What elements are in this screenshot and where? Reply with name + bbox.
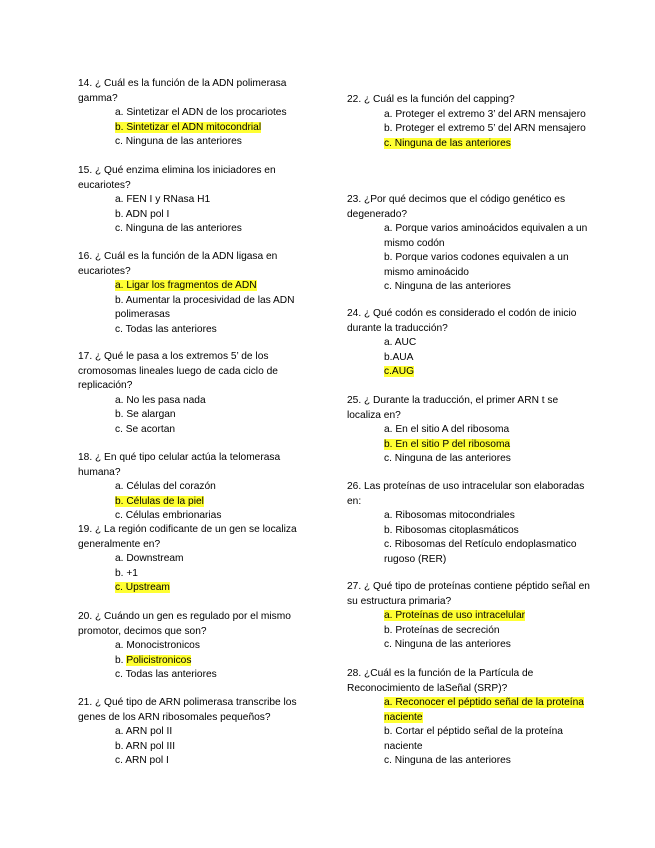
option-b: b. Cortar el péptido señal de la proteína naciente	[384, 726, 563, 752]
option-b: b. Porque varios codones equivalen a un mismo aminoácido	[384, 252, 569, 278]
question-17	[78, 350, 318, 437]
option-c: c. Ribosomas del Retículo endoplasmatico rugoso (RER)	[384, 539, 577, 565]
option-a: a. Proteínas de uso intracelular	[384, 610, 526, 621]
question-26	[347, 480, 592, 567]
question-16	[78, 250, 318, 337]
option-b: b. Ribosomas citoplasmáticos	[384, 524, 519, 536]
option-list	[384, 509, 592, 567]
option-a: a. Sintetizar el ADN de los procariotes	[115, 107, 287, 118]
question-text: 15. ¿ Qué enzima elimina los iniciadores en eucariotes?	[78, 165, 276, 191]
question-22	[347, 93, 592, 151]
question-21	[78, 696, 318, 769]
question-text: 19. ¿ La región codificante de un gen se localiza generalmente en?	[78, 524, 297, 550]
option-b: b.AUA	[384, 351, 414, 363]
option-a: a. No les pasa nada	[115, 394, 206, 406]
option-c: c. Ninguna de las anteriores	[384, 755, 511, 766]
option-a: a. ARN pol II	[115, 726, 173, 737]
question-text: 22. ¿ Cuál es la función del capping?	[347, 94, 515, 105]
option-list	[115, 193, 318, 237]
question-text: 27. ¿ Qué tipo de proteínas contiene péptido señal en su estructura primaria?	[347, 581, 590, 607]
question-text: 18. ¿ En qué tipo celular actúa la telomerasa humana?	[78, 452, 281, 478]
option-c: c. Ninguna de las anteriores	[384, 453, 511, 464]
option-list	[115, 639, 318, 683]
option-list	[384, 609, 592, 653]
question-text: 23. ¿Por qué decimos que el código genético es degenerado?	[347, 194, 566, 220]
question-24	[347, 307, 592, 380]
option-c: c. Células embrionarias	[115, 510, 222, 521]
option-c: c. ARN pol I	[115, 755, 169, 766]
option-list	[384, 423, 592, 467]
option-c: c. Ninguna de las anteriores	[384, 639, 511, 650]
option-c: c. Ninguna de las anteriores	[115, 136, 242, 147]
option-b: b. En el sitio P del ribosoma	[384, 438, 511, 450]
question-28	[347, 667, 592, 769]
question-text: 28. ¿Cuál es la función de la Partícula de Reconocimiento de laSeñal (SRP)?	[347, 668, 534, 694]
option-list	[115, 552, 318, 596]
option-a: a. Downstream	[115, 553, 184, 564]
question-text: 26. Las proteínas de uso intracelular son elaboradas en:	[347, 481, 585, 507]
option-list	[115, 394, 318, 438]
option-c: c.AUG	[384, 366, 415, 377]
option-a: a. Ligar los fragmentos de ADN	[115, 280, 257, 291]
option-list	[115, 279, 318, 337]
option-a: a. Porque varios aminoácidos equivalen a un mismo codón	[384, 223, 588, 249]
option-b: b. Se alargan	[115, 409, 176, 420]
question-text: 20. ¿ Cuándo un gen es regulado por el mismo promotor, decimos que son?	[78, 611, 291, 637]
option-b: b. Policistronicos	[115, 654, 192, 666]
option-c: c. Upstream	[115, 582, 170, 593]
option-list	[384, 696, 592, 769]
question-18	[78, 451, 318, 524]
question-27	[347, 580, 592, 653]
option-b: b. Sintetizar el ADN mitocondrial	[115, 121, 262, 133]
question-text: 25. ¿ Durante la traducción, el primer ARN t se localiza en?	[347, 395, 559, 421]
option-list	[384, 336, 592, 380]
option-c: c. Ninguna de las anteriores	[115, 223, 242, 234]
option-a: a. Monocistronicos	[115, 640, 200, 651]
option-a: a. Células del corazón	[115, 481, 216, 492]
option-a: a. En el sitio A del ribosoma	[384, 424, 510, 435]
option-a: a. Reconocer el péptido señal de la proteína naciente	[384, 697, 584, 723]
question-text: 24. ¿ Qué codón es considerado el codón de inicio durante la traducción?	[347, 308, 577, 334]
question-text: 21. ¿ Qué tipo de ARN polimerasa transcribe los genes de los ARN ribosomales pequeños?	[78, 697, 297, 723]
option-c: c. Se acortan	[115, 423, 176, 435]
option-a: a. FEN I y RNasa H1	[115, 194, 211, 205]
option-list	[384, 222, 592, 295]
option-b: b. Proteínas de secreción	[384, 624, 500, 636]
option-list	[384, 108, 592, 152]
option-list	[115, 480, 318, 524]
option-b: b. Aumentar la procesividad de las ADN polimerasas	[115, 294, 295, 320]
question-19	[78, 523, 318, 596]
option-b: b. ADN pol I	[115, 208, 170, 220]
question-14	[78, 77, 318, 150]
option-b: b. Células de la piel	[115, 495, 204, 507]
question-25	[347, 394, 592, 467]
question-23	[347, 193, 592, 295]
option-list	[115, 106, 318, 150]
question-text: 17. ¿ Qué le pasa a los extremos 5’ de los cromosomas lineales luego de cada ciclo de replicación?	[78, 351, 278, 391]
question-text: 14. ¿ Cuál es la función de la ADN polimerasa gamma?	[78, 78, 287, 104]
option-b: b. Proteger el extremo 5’ del ARN mensajero	[384, 123, 586, 134]
option-a: a. Proteger el extremo 3’ del ARN mensajero	[384, 108, 586, 120]
question-15	[78, 164, 318, 237]
option-a: a. AUC	[384, 337, 417, 348]
option-list	[115, 725, 318, 769]
option-c: c. Ninguna de las anteriores	[384, 281, 511, 292]
option-c: c. Todas las anteriores	[115, 323, 217, 335]
question-20	[78, 610, 318, 683]
option-c: c. Ninguna de las anteriores	[384, 137, 511, 149]
option-c: c. Todas las anteriores	[115, 669, 217, 680]
question-text: 16. ¿ Cuál es la función de la ADN ligasa en eucariotes?	[78, 251, 278, 277]
option-b: b. ARN pol III	[115, 740, 176, 752]
option-b: b. +1	[115, 567, 138, 579]
option-a: a. Ribosomas mitocondriales	[384, 510, 515, 521]
